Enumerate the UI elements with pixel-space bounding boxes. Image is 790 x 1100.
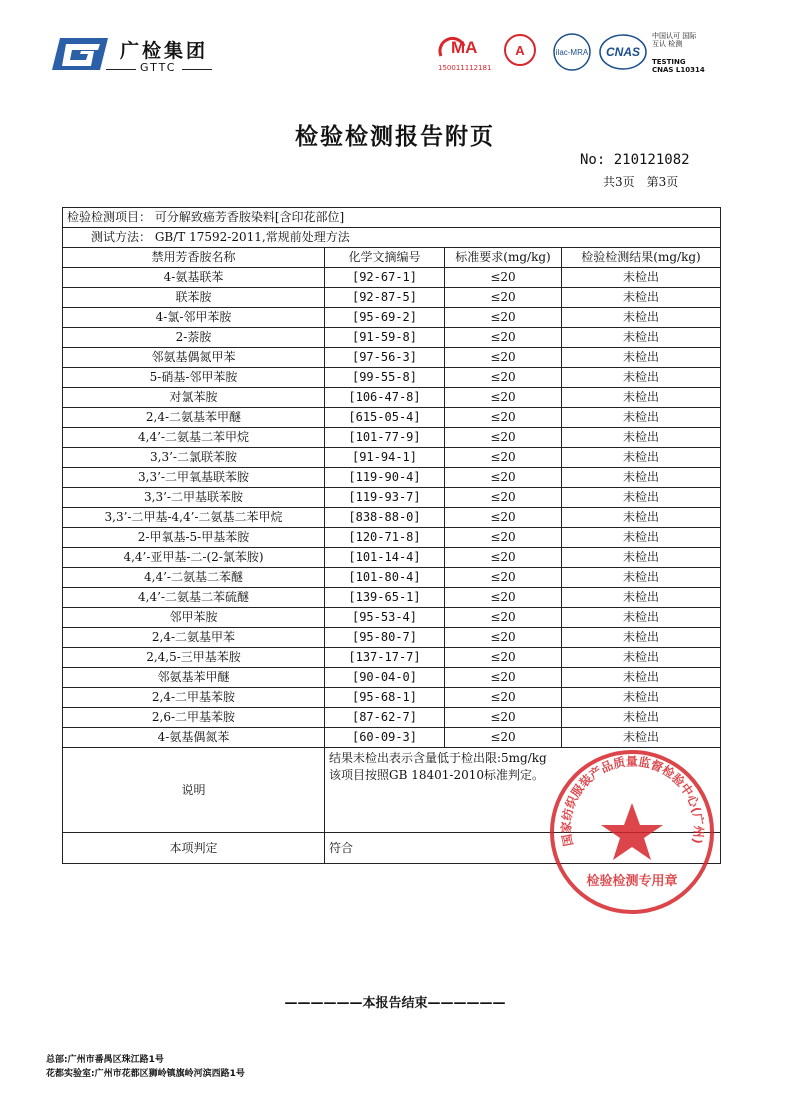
cas-number: [101-80-4] xyxy=(325,568,445,588)
cnas-icon xyxy=(598,32,648,72)
ilac-mark xyxy=(552,32,594,72)
svg-text:MA: MA xyxy=(451,38,478,57)
test-result: 未检出 xyxy=(562,608,721,628)
test-result: 未检出 xyxy=(562,488,721,508)
amine-name: 2,6-二甲基苯胺 xyxy=(63,708,325,728)
test-result: 未检出 xyxy=(562,628,721,648)
cas-number: [92-87-5] xyxy=(325,288,445,308)
amine-name: 2,4,5-三甲基苯胺 xyxy=(63,648,325,668)
cnas-mark xyxy=(598,32,648,72)
cas-number: [137-17-7] xyxy=(325,648,445,668)
requirement: ≤20 xyxy=(445,328,562,348)
amine-name: 4,4’-二氨基二苯硫醚 xyxy=(63,588,325,608)
column-header: 化学文摘编号 xyxy=(325,248,445,268)
cas-number: [87-62-7] xyxy=(325,708,445,728)
test-result: 未检出 xyxy=(562,408,721,428)
test-result: 未检出 xyxy=(562,528,721,548)
footer-lab-address: 花都实验室:广州市花都区狮岭镇旗岭河滨西路1号 xyxy=(46,1069,245,1079)
amine-name: 4-氯-邻甲苯胺 xyxy=(63,308,325,328)
cas-number: [120-71-8] xyxy=(325,528,445,548)
table-row xyxy=(63,688,721,708)
amine-name: 4-氨基联苯 xyxy=(63,268,325,288)
report-end-marker: ——————本报告结束—————— xyxy=(284,996,506,1011)
amine-name: 4,4’-二氨基二苯甲烷 xyxy=(63,428,325,448)
column-header: 检验检测结果(mg/kg) xyxy=(562,248,721,268)
report-number: No: 210121082 xyxy=(580,152,690,168)
requirement: ≤20 xyxy=(445,728,562,748)
seal-sub-text: 检验检测专用章 xyxy=(586,874,678,889)
requirement: ≤20 xyxy=(445,668,562,688)
table-row xyxy=(63,288,721,308)
test-method-row xyxy=(63,228,721,248)
test-result: 未检出 xyxy=(562,688,721,708)
table-row xyxy=(63,468,721,488)
cas-number: [91-94-1] xyxy=(325,448,445,468)
amine-name: 联苯胺 xyxy=(63,288,325,308)
amine-name: 2,4-二甲基苯胺 xyxy=(63,688,325,708)
footer-hq-address: 总部:广州市番禺区珠江路1号 xyxy=(46,1055,164,1065)
requirement: ≤20 xyxy=(445,268,562,288)
seal-arc-text: 国家纺织服装产品质量监督检验中心(广州) xyxy=(559,754,706,848)
amine-name: 2,4-二氨基甲苯 xyxy=(63,628,325,648)
cnas-cn-text: 中国认可 国际互认 检测 xyxy=(652,32,697,48)
amine-name: 2-萘胺 xyxy=(63,328,325,348)
brand-name-cn: 广检集团 xyxy=(120,40,209,62)
cas-number: [101-77-9] xyxy=(325,428,445,448)
notes-line: 结果未检出表示含量低于检出限:5mg/kg xyxy=(329,751,547,765)
test-result: 未检出 xyxy=(562,508,721,528)
brand-divider xyxy=(106,69,136,70)
table-row xyxy=(63,508,721,528)
table-row xyxy=(63,608,721,628)
gttc-logo-icon xyxy=(48,34,112,74)
table-row xyxy=(63,708,721,728)
table-row xyxy=(63,408,721,428)
svg-text:A: A xyxy=(515,43,525,58)
test-result: 未检出 xyxy=(562,308,721,328)
cas-number: [139-65-1] xyxy=(325,588,445,608)
table-row xyxy=(63,328,721,348)
column-header: 禁用芳香胺名称 xyxy=(63,248,325,268)
test-item-label: 检验检测项目： xyxy=(67,210,152,224)
amine-name: 3,3’-二甲氧基联苯胺 xyxy=(63,468,325,488)
requirement: ≤20 xyxy=(445,588,562,608)
requirement: ≤20 xyxy=(445,688,562,708)
amine-name: 4,4’-亚甲基-二-(2-氯苯胺) xyxy=(63,548,325,568)
cas-number: [95-80-7] xyxy=(325,628,445,648)
requirement: ≤20 xyxy=(445,548,562,568)
test-result: 未检出 xyxy=(562,268,721,288)
cas-number: [99-55-8] xyxy=(325,368,445,388)
cas-number: [95-69-2] xyxy=(325,308,445,328)
requirement: ≤20 xyxy=(445,508,562,528)
test-method-value: GB/T 17592-2011,常规前处理方法 xyxy=(154,230,350,244)
test-result: 未检出 xyxy=(562,548,721,568)
table-row xyxy=(63,648,721,668)
requirement: ≤20 xyxy=(445,408,562,428)
table-row xyxy=(63,348,721,368)
column-header: 标准要求(mg/kg) xyxy=(445,248,562,268)
table-row xyxy=(63,668,721,688)
brand-divider xyxy=(182,69,212,70)
test-result: 未检出 xyxy=(562,468,721,488)
ilac-icon xyxy=(552,32,592,72)
official-seal xyxy=(545,745,720,920)
notes-line: 该项目按照GB 18401-2010标准判定。 xyxy=(329,768,544,782)
amine-name: 2,4-二氨基苯甲醚 xyxy=(63,408,325,428)
amine-name: 3,3’-二氯联苯胺 xyxy=(63,448,325,468)
test-result: 未检出 xyxy=(562,428,721,448)
test-result: 未检出 xyxy=(562,388,721,408)
amine-name: 邻甲苯胺 xyxy=(63,608,325,628)
amine-name: 对氯苯胺 xyxy=(63,388,325,408)
cas-number: [101-14-4] xyxy=(325,548,445,568)
requirement: ≤20 xyxy=(445,488,562,508)
test-method-label: 测试方法： xyxy=(91,230,152,244)
test-result: 未检出 xyxy=(562,348,721,368)
amine-name: 邻氨基苯甲醚 xyxy=(63,668,325,688)
cas-number: [91-59-8] xyxy=(325,328,445,348)
amine-name: 2-甲氧基-5-甲基苯胺 xyxy=(63,528,325,548)
table-row xyxy=(63,488,721,508)
table-row xyxy=(63,308,721,328)
test-item-row xyxy=(63,208,721,228)
cma-icon xyxy=(438,32,496,60)
table-row xyxy=(63,448,721,468)
seal-star-icon xyxy=(601,803,663,860)
amine-name: 邻氨基偶氮甲苯 xyxy=(63,348,325,368)
notes-label: 说明 xyxy=(63,748,325,833)
requirement: ≤20 xyxy=(445,308,562,328)
requirement: ≤20 xyxy=(445,708,562,728)
test-result: 未检出 xyxy=(562,448,721,468)
test-result: 未检出 xyxy=(562,728,721,748)
amine-name: 3,3’-二甲基联苯胺 xyxy=(63,488,325,508)
cas-number: [95-53-4] xyxy=(325,608,445,628)
test-result: 未检出 xyxy=(562,568,721,588)
verdict-value: 符合 xyxy=(325,833,721,864)
requirement: ≤20 xyxy=(445,448,562,468)
table-row xyxy=(63,368,721,388)
cnas-label: CNAS xyxy=(605,45,641,59)
brand-name-en: GTTC xyxy=(140,61,177,74)
cas-number: [119-93-7] xyxy=(325,488,445,508)
test-item-value: 可分解致癌芳香胺染料[含印花部位] xyxy=(154,210,345,224)
table-row xyxy=(63,428,721,448)
table-row xyxy=(63,588,721,608)
requirement: ≤20 xyxy=(445,348,562,368)
verdict-label: 本项判定 xyxy=(63,833,325,864)
cas-number: [119-90-4] xyxy=(325,468,445,488)
requirement: ≤20 xyxy=(445,388,562,408)
amine-name: 5-硝基-邻甲苯胺 xyxy=(63,368,325,388)
test-result: 未检出 xyxy=(562,708,721,728)
requirement: ≤20 xyxy=(445,468,562,488)
requirement: ≤20 xyxy=(445,568,562,588)
amine-name: 3,3’-二甲基-4,4’-二氨基二苯甲烷 xyxy=(63,508,325,528)
table-row xyxy=(63,548,721,568)
cas-number: [615-05-4] xyxy=(325,408,445,428)
amine-name: 4-氨基偶氮苯 xyxy=(63,728,325,748)
page-title: 检验检测报告附页 xyxy=(295,123,495,150)
test-result: 未检出 xyxy=(562,588,721,608)
table-row xyxy=(63,628,721,648)
requirement: ≤20 xyxy=(445,288,562,308)
cnas-number: CNAS L10314 xyxy=(652,66,705,74)
cas-number: [838-88-0] xyxy=(325,508,445,528)
requirement: ≤20 xyxy=(445,528,562,548)
cal-mark xyxy=(502,32,542,72)
test-result: 未检出 xyxy=(562,328,721,348)
cas-number: [92-67-1] xyxy=(325,268,445,288)
table-row xyxy=(63,568,721,588)
ilac-label: ilac-MRA xyxy=(555,48,589,57)
table-row xyxy=(63,528,721,548)
cnas-testing-text: TESTING xyxy=(652,58,686,66)
cas-number: [97-56-3] xyxy=(325,348,445,368)
requirement: ≤20 xyxy=(445,628,562,648)
test-result: 未检出 xyxy=(562,668,721,688)
cas-number: [106-47-8] xyxy=(325,388,445,408)
cma-mark xyxy=(438,32,496,72)
test-result: 未检出 xyxy=(562,368,721,388)
requirement: ≤20 xyxy=(445,368,562,388)
test-result: 未检出 xyxy=(562,288,721,308)
table-row xyxy=(63,388,721,408)
table-header-row xyxy=(63,248,721,268)
table-row xyxy=(63,268,721,288)
cas-number: [60-09-3] xyxy=(325,728,445,748)
requirement: ≤20 xyxy=(445,648,562,668)
cma-number: 150011112181 xyxy=(438,64,492,72)
cal-icon xyxy=(502,32,538,68)
cas-number: [95-68-1] xyxy=(325,688,445,708)
test-result: 未检出 xyxy=(562,648,721,668)
cas-number: [90-04-0] xyxy=(325,668,445,688)
requirement: ≤20 xyxy=(445,608,562,628)
page-info: 共3页 第3页 xyxy=(603,175,679,189)
requirement: ≤20 xyxy=(445,428,562,448)
amine-name: 4,4’-二氨基二苯醚 xyxy=(63,568,325,588)
